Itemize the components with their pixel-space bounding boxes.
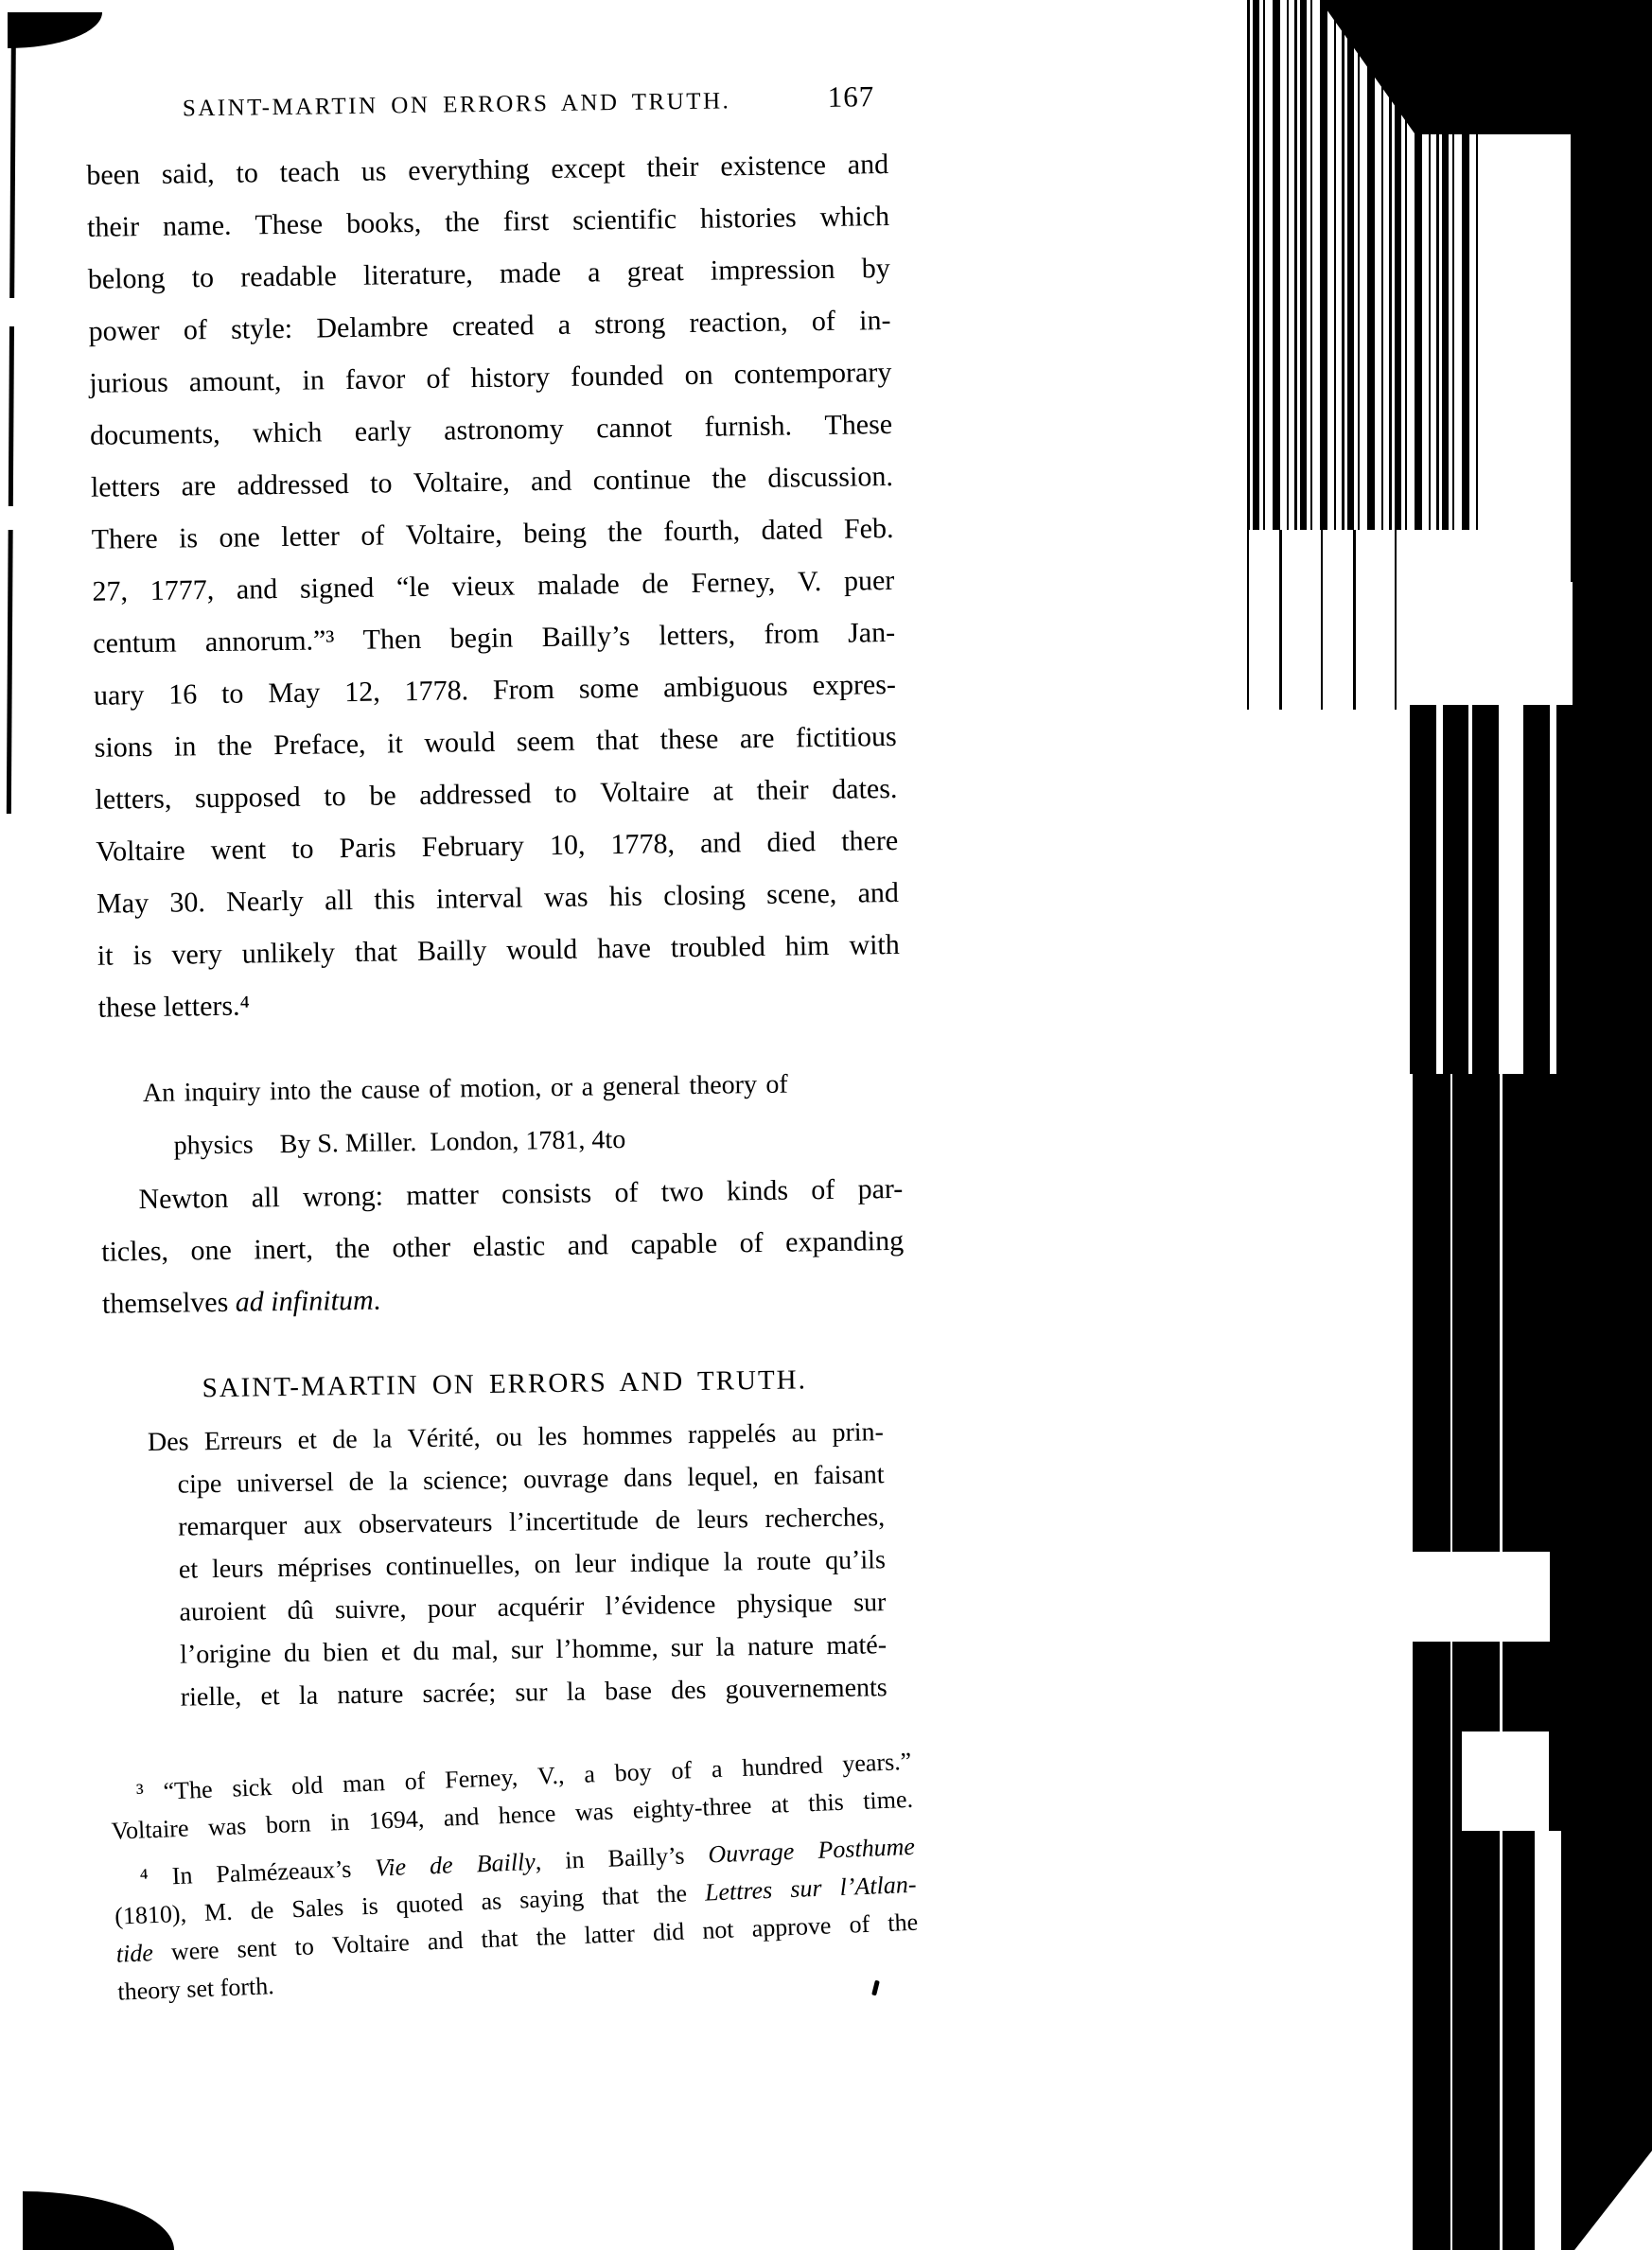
running-header-title: SAINT-MARTIN ON ERRORS AND TRUTH.	[182, 88, 731, 122]
text-line: tide were sent to Voltaire and that the latter did not approve of the	[115, 1907, 919, 1968]
text-line: their name. These books, the first scientific histories which	[86, 200, 890, 243]
scan-gutter-top-wedge	[1320, 0, 1571, 134]
text-line: Voltaire was born in 1694, and hence was eighty-three at this time.	[111, 1784, 914, 1845]
text-line: letters are addressed to Voltaire, and continue the discussion.	[90, 460, 894, 503]
text-line: Newton all wrong: matter consists of two kinds of par-	[138, 1172, 904, 1216]
text-line: May 30. Nearly all this interval was his closing scene, and	[96, 876, 900, 920]
text-line: physics By S. Miller. London, 1781, 4to	[173, 1124, 626, 1161]
scan-gutter-solid-column	[1571, 0, 1652, 2129]
text-line: rielle, et la nature sacrée; sur la base des gouvernements	[180, 1673, 888, 1713]
page-curl-artifact-bottom-left	[23, 2191, 174, 2250]
text-line: There is one letter of Voltaire, being the fourth, dated Feb.	[91, 512, 894, 555]
running-header	[85, 79, 888, 125]
footnotes	[109, 1743, 920, 2012]
newton-note-paragraph	[100, 1163, 905, 1330]
text-line: remarquer aux observateurs l’incertitude de leurs recherches,	[178, 1503, 886, 1542]
bibliographic-citation	[143, 1059, 789, 1174]
text-line: ticles, one inert, the other elastic and capable of expanding	[100, 1224, 905, 1268]
saint-martin-entry	[148, 1411, 888, 1719]
page-number: 167	[827, 79, 875, 114]
text-line: documents, which early astronomy cannot furnish. These	[89, 408, 893, 451]
scan-gutter-block-lower	[1413, 1074, 1571, 2250]
page-edge-line-left	[7, 14, 16, 814]
page-curl-artifact-top-left	[8, 12, 102, 48]
text-line: Des Erreurs et de la Vérité, ou les hommes rappelés au prin-	[147, 1417, 885, 1458]
scan-gutter-white-gap-1	[1406, 582, 1573, 705]
text-line: letters, supposed to be addressed to Voltaire at their dates.	[95, 772, 898, 816]
text-line: auroient dû suivre, pour acquérir l’évidence physique sur	[179, 1588, 887, 1627]
scan-gutter-white-gap-2	[1408, 1552, 1550, 1642]
scan-gutter-block-middle	[1410, 705, 1571, 1074]
text-line: Voltaire went to Paris February 10, 1778, and died there	[96, 824, 899, 868]
text-line: belong to readable literature, made a great impression by	[87, 252, 890, 295]
text-line: cipe universel de la science; ouvrage dans lequel, en faisant	[177, 1460, 885, 1500]
text-line: An inquiry into the cause of motion, or a general theory of	[142, 1069, 788, 1109]
scan-gutter-streaks-top	[1247, 0, 1480, 530]
scan-gutter-white-gap-3	[1462, 1731, 1549, 1831]
text-line: centum annorum.”³ Then begin Bailly’s letters, from Jan-	[93, 616, 896, 659]
text-line: theory set forth.	[116, 1972, 275, 2006]
scan-gutter-white-gap-4	[1535, 1831, 1561, 2250]
footnote-4	[113, 1828, 921, 2012]
main-paragraph	[86, 138, 901, 1034]
scan-gutter-bottom-corner	[1566, 2129, 1652, 2250]
text-line: themselves ad infinitum.	[101, 1284, 381, 1320]
text-line: it is very unlikely that Bailly would have troubled him with	[97, 928, 900, 972]
text-line: l’origine du bien et du mal, sur l’homme, sur la nature maté-	[179, 1630, 888, 1670]
stray-ink-mark	[871, 1980, 880, 1996]
text-line: ⁴ In Palmézeaux’s Vie de Bailly, in Bailly’s Ouvrage Posthume	[139, 1832, 916, 1891]
text-line: et leurs méprises continuelles, on leur indique la route qu’ils	[178, 1545, 887, 1585]
text-line: sions in the Preface, it would seem that these are fictitious	[94, 720, 897, 764]
text-line: ³ “The sick old man of Ferney, V., a boy of a hundred years.”	[135, 1747, 912, 1806]
text-line: (1810), M. de Sales is quoted as saying that the Lettres sur l’Atlan-	[114, 1870, 917, 1930]
page-content	[85, 79, 919, 2006]
section-heading: SAINT-MARTIN ON ERRORS AND TRUTH.	[202, 1364, 808, 1404]
text-line: these letters.⁴	[97, 990, 251, 1024]
text-line: jurious amount, in favor of history founded on contemporary	[89, 356, 892, 399]
text-line: power of style: Delambre created a strong reaction, of in-	[88, 304, 891, 347]
text-line: been said, to teach us everything except their existence and	[86, 148, 889, 191]
text-line: 27, 1777, and signed “le vieux malade de Ferney, V. puer	[92, 564, 895, 607]
text-line: uary 16 to May 12, 1778. From some ambiguous expres-	[93, 668, 897, 712]
scan-gutter-streaks-sparse	[1247, 530, 1417, 710]
